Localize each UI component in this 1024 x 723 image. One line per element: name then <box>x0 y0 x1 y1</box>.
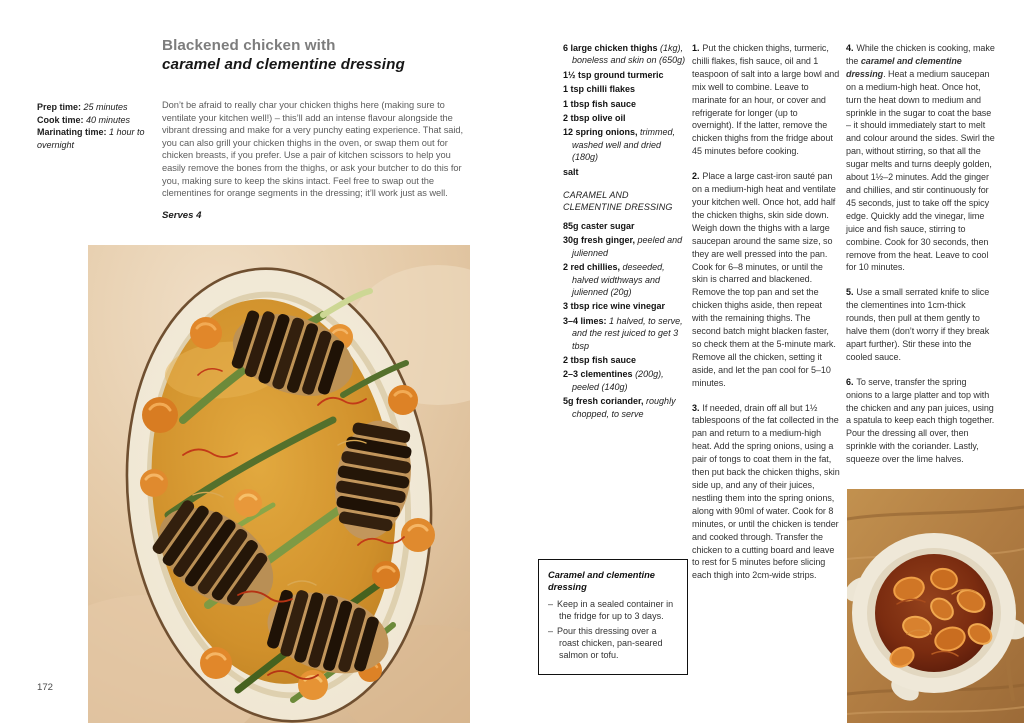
ingredient-chilli-flakes: 1 tsp chilli flakes <box>563 84 636 95</box>
recipe-title-line2: caramel and clementine dressing <box>162 56 405 73</box>
note-box-item: – Keep in a sealed container in the fridge for up to 3 days. <box>548 599 674 622</box>
ingredient-salt: salt <box>563 166 579 177</box>
ingredient-clementines: 2–3 clementines (200g), peeled (140g) <box>563 369 664 392</box>
dash-bullet: – <box>548 599 554 609</box>
ingredient-turmeric: 1½ tsp ground turmeric <box>563 69 664 80</box>
cook-time-label: Cook time: <box>37 114 84 125</box>
ingredient-chicken-thighs: 6 large chicken thighs (1kg), boneless and skin on (650g) <box>563 43 686 66</box>
prep-time <box>37 101 151 114</box>
dressing-section-heading: CARAMEL AND CLEMENTINE DRESSING <box>563 190 673 213</box>
prep-time-value: 25 minutes <box>83 102 128 112</box>
cook-time-value: 40 minutes <box>86 114 131 125</box>
ingredient-rice-wine-vinegar: 3 tbsp rice wine vinegar <box>563 301 666 312</box>
step-6: 6. To serve, transfer the spring onions to a large platter and top with the chicken and any pan juices, using a spatula to keep each thigh together. Pour the dressing all over, then sprinkle with the coriander. Lastly, squeeze over the lime halves. <box>846 376 995 465</box>
ingredient-caster-sugar: 85g caster sugar <box>563 220 635 231</box>
main-dish-photo <box>88 245 470 723</box>
dash-bullet: – <box>548 625 554 636</box>
ingredient-olive-oil: 2 tbsp olive oil <box>563 113 626 124</box>
recipe-title <box>162 36 405 74</box>
page-number: 172 <box>37 682 54 693</box>
step-4: 4. While the chicken is cooking, make the caramel and clementine dressing. Heat a medium saucepan on a medium-high heat. Once hot, turn the heat down to medium and sprinkle in the sugar to coat the base – it should immediately start to melt and colour around the sides. Swirl the pan, without stirring, so that all the sugar melts and turns deeply golden, about 1½–2 minutes. Add the ginger and chillies, and stir continuously for 45 seconds, just to take off the spicy edge. Quickly add the vinegar, lime juice and fish sauce, stirring to combine. Cook for 30 seconds, then remove from the heat. Leave to cool for 10 minutes. <box>846 43 995 273</box>
ingredients-list <box>563 42 689 422</box>
ingredient-ginger: 30g fresh ginger, peeled and julienned <box>563 235 683 258</box>
ingredient-coriander: 5g fresh coriander, roughly chopped, to serve <box>563 396 676 419</box>
method-column-2 <box>846 42 995 478</box>
recipe-title-line1: Blackened chicken with <box>162 37 336 54</box>
cook-time <box>37 114 151 127</box>
ingredient-red-chillies: 2 red chillies, deseeded, halved widthways and julienned (20g) <box>563 262 665 297</box>
ingredient-fish-sauce: 1 tbsp fish sauce <box>563 98 637 109</box>
serves-label: Serves 4 <box>162 210 202 221</box>
method-column-1 <box>692 42 840 594</box>
recipe-intro: Don’t be afraid to really char your chicken thighs here (making sure to ventilate your kitchen well!) – this’ll add an intense flavour alongside the vibrant dressing and make for a very punchy eating experience. That said, you can also grill your chicken thighs in the oven, or swap them out for chicken breasts, if you prefer. Use a pair of kitchen scissors to help you easily remove the bones from the thighs, or ask your butcher to do this for you, making sure to keep the skins intact. Feel free to swap out the clementines for orange segments in the dressing; it’ll work just as well. <box>162 100 464 199</box>
step-3: 3. If needed, drain off all but 1½ tablespoons of the fat collected in the pan and return to a medium-high heat. Add the spring onions, using a pair of tongs to coat them in the fat, then put back the chicken thighs, skin side up, and any of their juices, nestling them into the spring onions, along with 90ml of water. Cook for 8 minutes, or until the chicken is tender and cooked through. Transfer the chicken to a cutting board and leave to rest for 5 minutes before slicing each thigh into 2cm-wide strips. <box>692 402 840 581</box>
ingredient-fish-sauce-dressing: 2 tbsp fish sauce <box>563 354 637 365</box>
marinating-time-label: Marinating time: <box>37 127 107 138</box>
step-2: 2. Place a large cast-iron sauté pan on a medium-high heat and ventilate your kitchen well. Once hot, add half the chicken thighs, skin side down. Weigh down the thighs with a large saucepan around the same size, so they are well pressed into the pan. Cook for 6–8 minutes, or until the skin is charred and blackened. Remove the top pan and set the chicken thighs aside, then repeat with the remaining thighs. The second batch might blacken faster, so check them at the 5-minute mark. Remove all the chicken, setting it aside, and let the pan cool for 5–10 minutes. <box>692 171 836 388</box>
prep-time-label: Prep time: <box>37 102 82 112</box>
dressing-storage-note-box <box>538 559 688 675</box>
step-1: 1. Put the chicken thighs, turmeric, chilli flakes, fish sauce, oil and 1 teaspoon of salt into a large bowl and mix well to combine. Leave to marinate for an hour, or cover and refrigerate for longer (up to overnight). If the latter, remove the chicken thighs from the fridge about 45 minutes before cooking. <box>692 43 840 157</box>
ingredient-limes: 3–4 limes: 1 halved, to serve, and the rest juiced to get 3 tbsp <box>563 315 683 351</box>
note-box-title: Caramel and clementine dressing <box>548 570 655 592</box>
dressing-bowl-photo <box>847 489 1024 723</box>
note-box-item: – Pour this dressing over a roast chicken, pan-seared salmon or tofu. <box>548 625 663 661</box>
marinating-time-value: 1 hour to overnight <box>37 127 145 150</box>
recipe-meta <box>37 101 151 151</box>
step-5: 5. Use a small serrated knife to slice the clementines into 1cm-thick rounds, then pull at them gently to halve them (don’t worry if they break apart further). Stir these into the cooled sauce. <box>846 287 990 362</box>
ingredient-spring-onions: 12 spring onions, trimmed, washed well and dried (180g) <box>563 127 676 163</box>
marinating-time <box>37 126 151 151</box>
